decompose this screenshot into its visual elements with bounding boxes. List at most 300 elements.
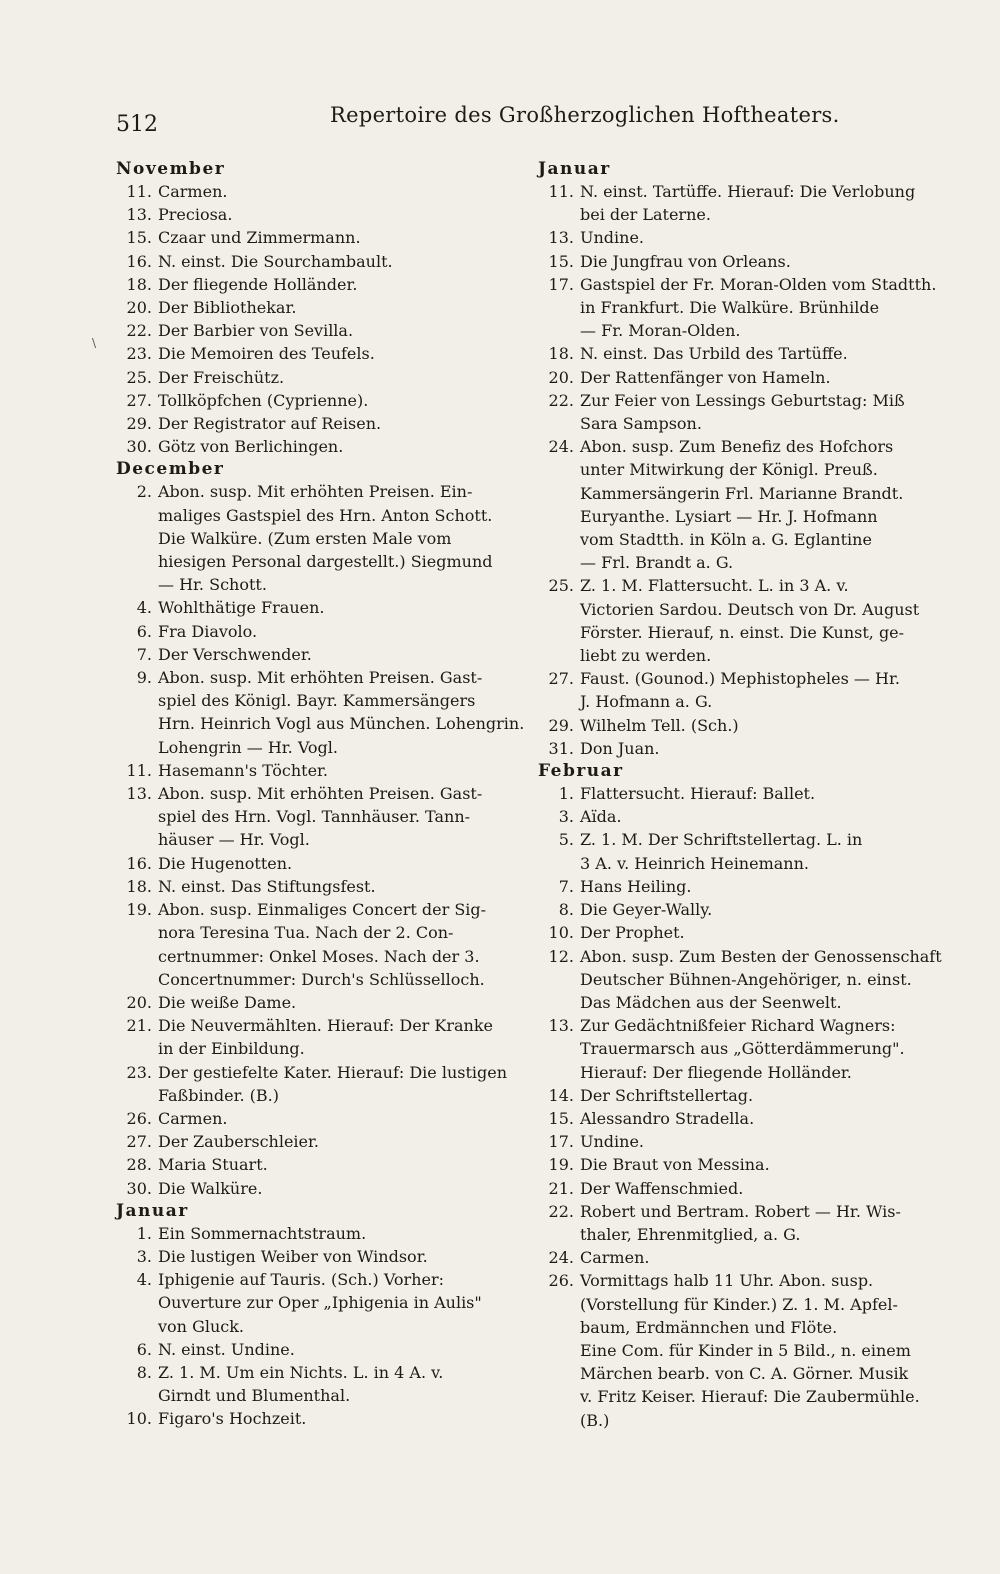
left-column — [116, 158, 524, 1431]
entry-text — [580, 1130, 938, 1153]
entry-line: Götz von Berlichingen. — [158, 437, 344, 457]
entry-day: 28. — [126, 1155, 152, 1175]
entry-line: bei der Laterne. — [580, 205, 711, 225]
entry-day: 12. — [548, 946, 574, 966]
entry-day: 19. — [126, 900, 152, 920]
entry-day: 17. — [548, 274, 574, 294]
repertoire-entry — [538, 1107, 938, 1130]
repertoire-entry — [116, 1177, 524, 1200]
entry-day: 13. — [126, 784, 152, 804]
entry-line: Ein Sommernachtstraum. — [158, 1223, 367, 1243]
repertoire-entry — [116, 1107, 524, 1130]
entry-day: 10. — [548, 923, 574, 943]
repertoire-entry — [538, 1177, 938, 1200]
entry-line: Aïda. — [580, 807, 622, 827]
repertoire-entry — [116, 203, 524, 226]
entry-text — [158, 620, 524, 643]
entry-day: 31. — [548, 738, 574, 758]
entry-text — [158, 1153, 524, 1176]
entry-day: 27. — [126, 1132, 152, 1152]
entry-day: 20. — [548, 367, 574, 387]
entry-line: Lohengrin — Hr. Vogl. — [158, 737, 338, 757]
entry-day: 10. — [126, 1409, 152, 1429]
repertoire-entry — [116, 1061, 524, 1107]
entry-text — [580, 226, 938, 249]
entry-day: 3. — [136, 1246, 152, 1266]
entry-day: 13. — [126, 205, 152, 225]
entry-line: Deutscher Bühnen-Angehöriger, n. einst. — [580, 969, 912, 989]
repertoire-entry — [116, 1268, 524, 1338]
margin-mark: \ — [92, 336, 97, 350]
repertoire-entry — [116, 852, 524, 875]
entry-text — [580, 828, 938, 874]
entry-day: 11. — [126, 760, 152, 780]
repertoire-entry — [116, 782, 524, 852]
entry-day: 18. — [548, 344, 574, 364]
entry-line: baum, Erdmännchen und Flöte. — [580, 1317, 838, 1337]
entry-line: Maria Stuart. — [158, 1155, 268, 1175]
entry-day: 21. — [126, 1016, 152, 1036]
repertoire-entry — [538, 250, 938, 273]
entry-line: Wohlthätige Frauen. — [158, 598, 325, 618]
entry-line: Czaar und Zimmermann. — [158, 228, 361, 248]
entry-line: Eine Com. für Kinder in 5 Bild., n. einem — [580, 1340, 911, 1360]
entry-line: N. einst. Das Urbild des Tartüffe. — [580, 344, 848, 364]
entry-line: Euryanthe. Lysiart — Hr. J. Hofmann — [580, 506, 878, 526]
entry-line: N. einst. Undine. — [158, 1339, 295, 1359]
entry-line: Wilhelm Tell. (Sch.) — [580, 715, 739, 735]
entry-line: Die Walküre. — [158, 1178, 263, 1198]
entry-line: Girndt und Blumenthal. — [158, 1386, 351, 1406]
entry-line: spiel des Königl. Bayr. Kammersängers — [158, 691, 476, 711]
entry-line: Z. 1. M. Flattersucht. L. in 3 A. v. — [580, 576, 849, 596]
entry-text — [580, 921, 938, 944]
repertoire-entry — [116, 366, 524, 389]
entry-line: Zur Feier von Lessings Geburtstag: Miß — [580, 390, 905, 410]
entry-line: Carmen. — [158, 1108, 228, 1128]
entry-line: Hans Heiling. — [580, 876, 692, 896]
entry-line: Alessandro Stradella. — [580, 1108, 755, 1128]
entry-day: 30. — [126, 437, 152, 457]
repertoire-entry — [116, 620, 524, 643]
entry-text — [580, 714, 938, 737]
entry-text — [158, 226, 524, 249]
entry-line: Abon. susp. Zum Besten der Genossenschaft — [580, 946, 942, 966]
entry-line: Der Prophet. — [580, 923, 685, 943]
entry-line: hiesigen Personal dargestellt.) Siegmund — [158, 552, 493, 572]
repertoire-entry — [116, 1361, 524, 1407]
repertoire-entry — [538, 737, 938, 760]
entry-day: 4. — [136, 1270, 152, 1290]
entry-line: Abon. susp. Mit erhöhten Preisen. Ein- — [158, 482, 473, 502]
entry-day: 1. — [558, 784, 574, 804]
entry-line: Tollköpfchen (Cyprienne). — [158, 390, 369, 410]
month-heading: Februar — [538, 761, 624, 782]
entry-line: — Hr. Schott. — [158, 575, 267, 595]
entry-line: nora Teresina Tua. Nach der 2. Con- — [158, 923, 454, 943]
entry-line: N. einst. Tartüffe. Hierauf: Die Verlobung — [580, 182, 916, 201]
entry-line: Carmen. — [158, 182, 228, 201]
entry-line: Der Schriftstellertag. — [580, 1085, 754, 1105]
entry-text — [580, 945, 942, 1015]
repertoire-entry — [116, 342, 524, 365]
entry-text — [158, 1338, 524, 1361]
repertoire-entry — [116, 759, 524, 782]
entry-day: 7. — [558, 876, 574, 896]
entry-line: thaler, Ehrenmitglied, a. G. — [580, 1224, 801, 1244]
entry-text — [158, 319, 524, 342]
entry-day: 22. — [548, 390, 574, 410]
entry-day: 6. — [136, 1339, 152, 1359]
entry-text — [158, 1014, 524, 1060]
repertoire-entry — [116, 226, 524, 249]
entry-line: von Gluck. — [158, 1316, 245, 1336]
entry-line: Der Waffenschmied. — [580, 1178, 744, 1198]
entry-line: Carmen. — [580, 1248, 650, 1268]
repertoire-entry — [116, 1338, 524, 1361]
entry-text — [580, 1153, 938, 1176]
repertoire-entry — [538, 226, 938, 249]
entry-line: Don Juan. — [580, 738, 660, 758]
entry-day: 24. — [548, 1248, 574, 1268]
repertoire-entry — [538, 1084, 938, 1107]
repertoire-entry — [538, 875, 938, 898]
entry-day: 15. — [126, 228, 152, 248]
entry-line: Der gestiefelte Kater. Hierauf: Die lustigen — [158, 1062, 508, 1082]
repertoire-entry — [538, 389, 938, 435]
repertoire-entry — [116, 596, 524, 619]
entry-text — [158, 852, 524, 875]
entry-day: 13. — [548, 228, 574, 248]
entry-text — [580, 366, 938, 389]
entry-line: Der fliegende Holländer. — [158, 274, 358, 294]
repertoire-entry — [538, 805, 938, 828]
entry-line: Undine. — [580, 1132, 645, 1152]
repertoire-entry — [116, 389, 524, 412]
entry-text — [580, 782, 938, 805]
entry-day: 25. — [548, 576, 574, 596]
entry-line: certnummer: Onkel Moses. Nach der 3. — [158, 946, 480, 966]
entry-line: Das Mädchen aus der Seenwelt. — [580, 992, 842, 1012]
entry-day: 29. — [126, 414, 152, 434]
entry-line: Der Barbier von Sevilla. — [158, 321, 354, 341]
repertoire-entry — [538, 342, 938, 365]
entry-text — [158, 991, 524, 1014]
entry-line: Der Zauberschleier. — [158, 1132, 319, 1152]
repertoire-entry — [116, 898, 524, 991]
entry-line: Die Jungfrau von Orleans. — [580, 251, 791, 271]
entry-line: Zur Gedächtnißfeier Richard Wagners: — [580, 1016, 896, 1036]
entry-line: in der Einbildung. — [158, 1039, 305, 1059]
entry-text — [158, 1361, 524, 1407]
entry-day: 11. — [548, 182, 574, 201]
repertoire-entry — [538, 366, 938, 389]
entry-day: 17. — [548, 1132, 574, 1152]
entry-line: Fra Diavolo. — [158, 621, 258, 641]
repertoire-entry — [116, 643, 524, 666]
month-heading: Januar — [538, 159, 611, 179]
entry-line: — Frl. Brandt a. G. — [580, 553, 734, 573]
entry-text — [580, 1107, 938, 1130]
entry-line: N. einst. Die Sourchambault. — [158, 251, 393, 271]
entry-line: Hasemann's Töchter. — [158, 760, 329, 780]
entry-line: (B.) — [580, 1410, 610, 1430]
entry-text — [580, 180, 938, 226]
repertoire-entry — [116, 296, 524, 319]
entry-day: 26. — [548, 1271, 574, 1291]
entry-line: in Frankfurt. Die Walküre. Brünhilde — [580, 298, 880, 318]
month-heading: November — [116, 159, 226, 179]
repertoire-entry — [116, 480, 524, 596]
repertoire-entry — [538, 1014, 938, 1084]
entry-text — [158, 273, 524, 296]
repertoire-entry — [116, 250, 524, 273]
entry-text — [580, 1200, 938, 1246]
entry-day: 23. — [126, 1062, 152, 1082]
entry-text — [580, 898, 938, 921]
entry-text — [158, 435, 524, 458]
entry-line: Concertnummer: Durch's Schlüsselloch. — [158, 969, 485, 989]
entry-text — [580, 1269, 938, 1431]
entry-text — [158, 389, 524, 412]
entry-day: 14. — [548, 1085, 574, 1105]
repertoire-entry — [538, 1269, 938, 1431]
entry-day: 18. — [126, 274, 152, 294]
entry-text — [158, 342, 524, 365]
entry-line: Z. 1. M. Der Schriftstellertag. L. in — [580, 830, 863, 850]
entry-day: 7. — [136, 644, 152, 664]
entry-day: 22. — [126, 321, 152, 341]
repertoire-entry — [116, 666, 524, 759]
entry-line: Der Registrator auf Reisen. — [158, 414, 382, 434]
entry-line: Abon. susp. Einmaliges Concert der Sig- — [158, 900, 487, 920]
entry-text — [580, 1246, 938, 1269]
repertoire-entry — [538, 273, 938, 343]
entry-line: J. Hofmann a. G. — [580, 692, 713, 712]
entry-text — [158, 898, 524, 991]
entry-text — [580, 389, 938, 435]
entry-line: unter Mitwirkung der Königl. Preuß. — [580, 460, 878, 480]
entry-line: Die Walküre. (Zum ersten Male vom — [158, 528, 452, 548]
repertoire-entry — [116, 1130, 524, 1153]
entry-day: 20. — [126, 992, 152, 1012]
entry-day: 16. — [126, 251, 152, 271]
entry-text — [158, 480, 524, 596]
repertoire-entry — [116, 1153, 524, 1176]
repertoire-entry — [538, 180, 938, 226]
entry-text — [158, 412, 524, 435]
entry-text — [580, 1177, 938, 1200]
entry-text — [580, 1014, 938, 1084]
entry-day: 9. — [136, 668, 152, 688]
entry-day: 20. — [126, 298, 152, 318]
entry-text — [158, 203, 524, 226]
repertoire-entry — [538, 667, 938, 713]
running-head: Repertoire des Großherzoglichen Hoftheaters. — [330, 103, 840, 127]
entry-line: Sara Sampson. — [580, 414, 702, 434]
entry-text — [158, 596, 524, 619]
entry-text — [158, 296, 524, 319]
entry-text — [158, 1407, 524, 1430]
entry-line: Die Hugenotten. — [158, 853, 293, 873]
entry-line: Die Memoiren des Teufels. — [158, 344, 375, 364]
entry-line: Faßbinder. (B.) — [158, 1085, 280, 1105]
entry-line: vom Stadtth. in Köln a. G. Eglantine — [580, 530, 872, 550]
entry-day: 26. — [126, 1108, 152, 1128]
entry-line: Undine. — [580, 228, 645, 248]
entry-text — [158, 666, 524, 759]
entry-line: Abon. susp. Mit erhöhten Preisen. Gast- — [158, 784, 483, 804]
entry-text — [158, 1268, 524, 1338]
entry-line: Der Freischütz. — [158, 367, 285, 387]
entry-text — [158, 1245, 524, 1268]
entry-text — [580, 875, 938, 898]
entry-text — [158, 1222, 524, 1245]
entry-day: 15. — [548, 1108, 574, 1128]
entry-day: 29. — [548, 715, 574, 735]
entry-day: 8. — [558, 900, 574, 920]
entry-text — [158, 1061, 524, 1107]
entry-line: v. Fritz Keiser. Hierauf: Die Zaubermühle. — [580, 1387, 920, 1407]
entry-text — [158, 366, 524, 389]
entry-line: Der Bibliothekar. — [158, 298, 297, 318]
entry-line: Ouverture zur Oper „Iphigenia in Aulis" — [158, 1293, 482, 1313]
entry-day: 27. — [548, 669, 574, 689]
entry-line: N. einst. Das Stiftungsfest. — [158, 876, 376, 896]
entry-text — [158, 1107, 524, 1130]
entry-text — [580, 574, 938, 667]
entry-text — [580, 342, 938, 365]
repertoire-entry — [116, 1407, 524, 1430]
repertoire-entry — [538, 782, 938, 805]
entry-day: 27. — [126, 390, 152, 410]
entry-day: 4. — [136, 598, 152, 618]
entry-line: Der Rattenfänger von Hameln. — [580, 367, 831, 387]
entry-text — [580, 250, 938, 273]
entry-line: Figaro's Hochzeit. — [158, 1409, 307, 1429]
entry-line: Faust. (Gounod.) Mephistopheles — Hr. — [580, 669, 900, 689]
entry-text — [580, 435, 938, 574]
entry-line: Abon. susp. Mit erhöhten Preisen. Gast- — [158, 668, 483, 688]
repertoire-entry — [116, 1014, 524, 1060]
page-number: 512 — [116, 112, 158, 137]
entry-line: Vormittags halb 11 Uhr. Abon. susp. — [580, 1271, 874, 1291]
repertoire-entry — [538, 574, 938, 667]
repertoire-entry — [538, 1153, 938, 1176]
entry-day: 22. — [548, 1201, 574, 1221]
repertoire-entry — [116, 273, 524, 296]
repertoire-entry — [538, 435, 938, 574]
repertoire-entry — [116, 875, 524, 898]
entry-line: 3 A. v. Heinrich Heinemann. — [580, 853, 809, 873]
repertoire-entry — [538, 945, 942, 1015]
entry-line: Preciosa. — [158, 205, 233, 225]
repertoire-entry — [116, 1222, 524, 1245]
entry-day: 19. — [548, 1155, 574, 1175]
entry-day: 25. — [126, 367, 152, 387]
entry-line: Die lustigen Weiber von Windsor. — [158, 1246, 428, 1266]
entry-day: 5. — [558, 830, 574, 850]
right-column — [538, 158, 942, 1432]
entry-line: spiel des Hrn. Vogl. Tannhäuser. Tann- — [158, 807, 471, 827]
repertoire-entry — [538, 1130, 938, 1153]
entry-line: Der Verschwender. — [158, 644, 312, 664]
entry-line: Die Braut von Messina. — [580, 1155, 770, 1175]
repertoire-entry — [538, 714, 938, 737]
entry-line: Iphigenie auf Tauris. (Sch.) Vorher: — [158, 1270, 445, 1290]
entry-day: 30. — [126, 1178, 152, 1198]
entry-line: Kammersängerin Frl. Marianne Brandt. — [580, 483, 904, 503]
entry-line: Trauermarsch aus „Götterdämmerung". — [580, 1039, 905, 1059]
entry-line: Victorien Sardou. Deutsch von Dr. August — [580, 599, 920, 619]
entry-day: 23. — [126, 344, 152, 364]
entry-day: 11. — [126, 182, 152, 201]
entry-line: Z. 1. M. Um ein Nichts. L. in 4 A. v. — [158, 1362, 444, 1382]
repertoire-entry — [538, 898, 938, 921]
entry-text — [158, 1177, 524, 1200]
entry-text — [158, 180, 524, 203]
repertoire-entry — [538, 828, 938, 874]
entry-day: 21. — [548, 1178, 574, 1198]
repertoire-entry — [116, 319, 524, 342]
entry-text — [158, 1130, 524, 1153]
entry-line: Robert und Bertram. Robert — Hr. Wis- — [580, 1201, 901, 1221]
repertoire-entry — [116, 435, 524, 458]
entry-day: 1. — [136, 1223, 152, 1243]
entry-day: 8. — [136, 1362, 152, 1382]
repertoire-entry — [116, 412, 524, 435]
entry-text — [580, 805, 938, 828]
repertoire-entry — [116, 1245, 524, 1268]
entry-line: Gastspiel der Fr. Moran-Olden vom Stadtth. — [580, 274, 937, 294]
repertoire-entry — [116, 991, 524, 1014]
entry-day: 15. — [548, 251, 574, 271]
entry-line: Märchen bearb. von C. A. Görner. Musik — [580, 1364, 909, 1384]
entry-line: Förster. Hierauf, n. einst. Die Kunst, ge- — [580, 622, 905, 642]
entry-text — [158, 643, 524, 666]
entry-line: maliges Gastspiel des Hrn. Anton Schott. — [158, 505, 493, 525]
entry-line: Die Neuvermählten. Hierauf: Der Kranke — [158, 1016, 494, 1036]
entry-day: 3. — [558, 807, 574, 827]
entry-day: 13. — [548, 1016, 574, 1036]
month-heading: Januar — [116, 1200, 189, 1221]
entry-text — [580, 1084, 938, 1107]
entry-text — [158, 250, 524, 273]
entry-text — [580, 273, 938, 343]
entry-text — [580, 737, 938, 760]
entry-day: 18. — [126, 876, 152, 896]
entry-day: 6. — [136, 621, 152, 641]
repertoire-entry — [116, 180, 524, 203]
entry-day: 24. — [548, 437, 574, 457]
month-heading: December — [116, 459, 225, 480]
entry-line: — Fr. Moran-Olden. — [580, 321, 741, 341]
repertoire-entry — [538, 1246, 938, 1269]
entry-line: Die weiße Dame. — [158, 992, 297, 1012]
entry-line: Abon. susp. Zum Benefiz des Hofchors — [580, 437, 894, 457]
entry-day: 16. — [126, 853, 152, 873]
entry-text — [158, 759, 524, 782]
entry-line: Flattersucht. Hierauf: Ballet. — [580, 784, 816, 804]
entry-text — [158, 782, 524, 852]
entry-line: häuser — Hr. Vogl. — [158, 830, 310, 850]
entry-line: Hierauf: Der fliegende Holländer. — [580, 1062, 852, 1082]
repertoire-entry — [538, 921, 938, 944]
entry-day: 2. — [136, 482, 152, 502]
entry-text — [158, 875, 524, 898]
entry-line: liebt zu werden. — [580, 646, 712, 666]
entry-line: Die Geyer-Wally. — [580, 900, 713, 920]
